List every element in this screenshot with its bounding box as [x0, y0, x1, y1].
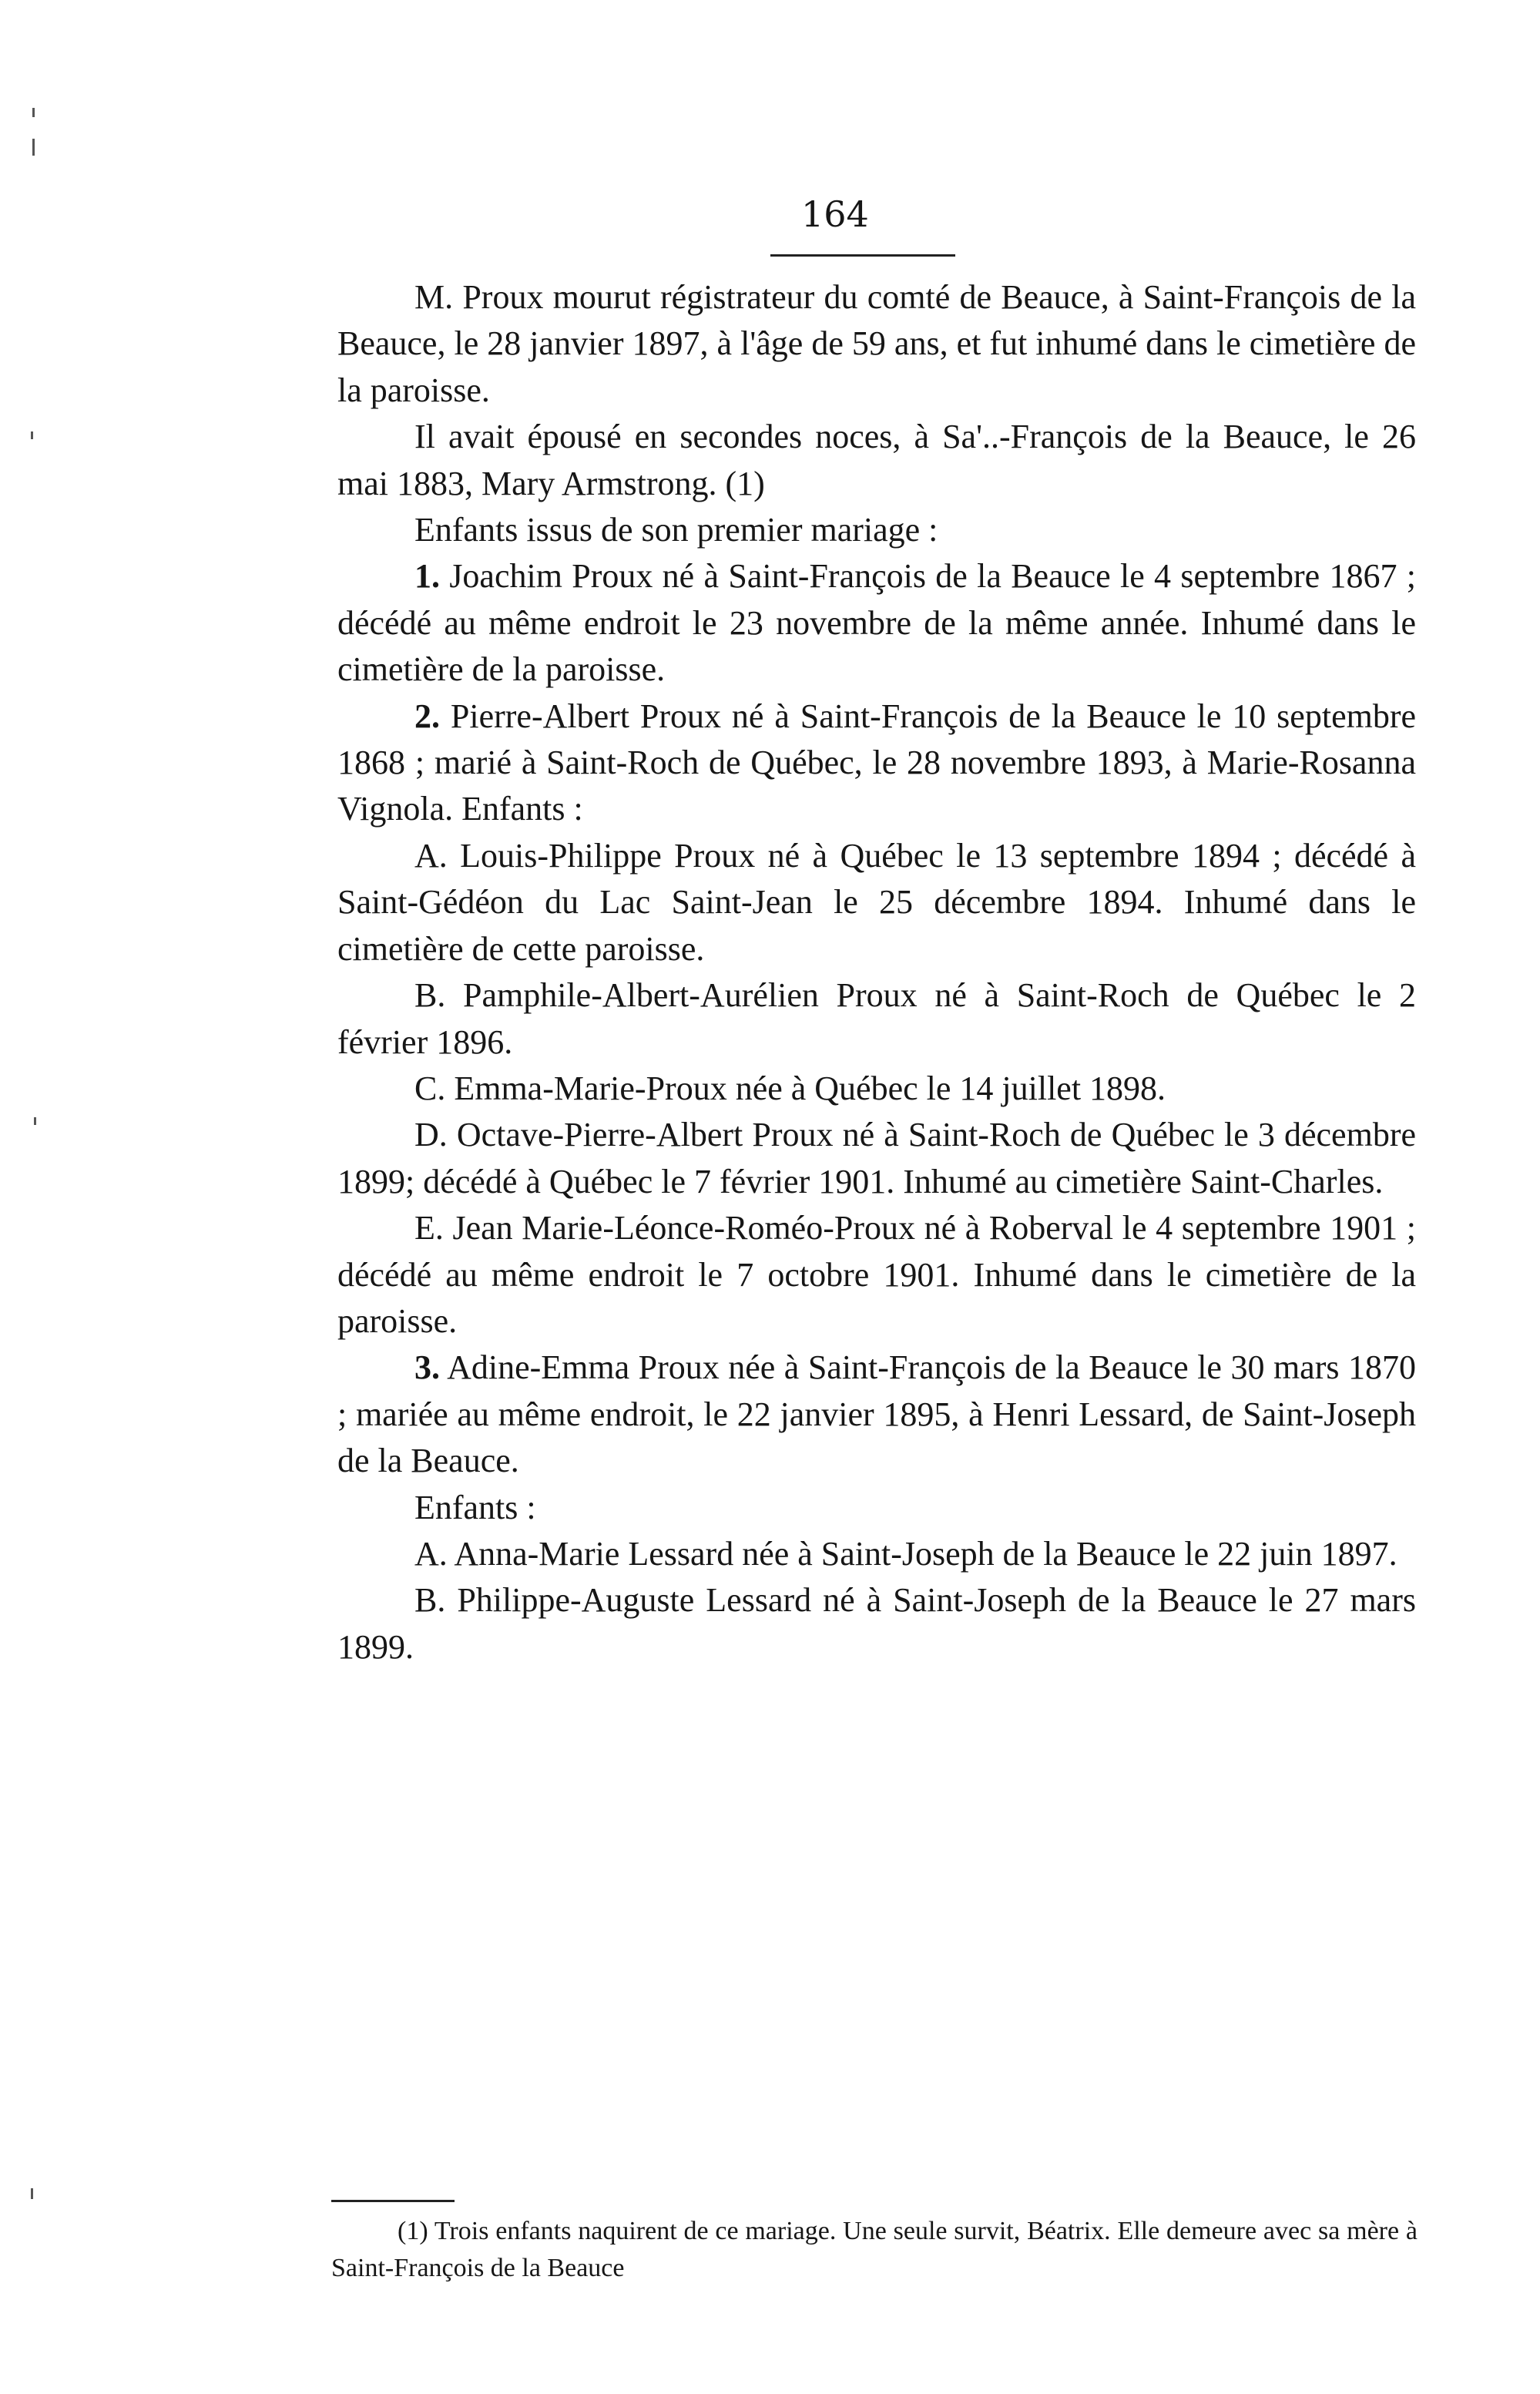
page-number: 164 [801, 193, 869, 235]
paragraph [337, 507, 1416, 553]
paragraph-text: B. Pamphile-Albert-Aurélien Proux né à Saint-Roch de Québec le 2 février 1896. [337, 976, 1416, 1061]
paragraph-text: Enfants : [414, 1488, 536, 1526]
header-rule [770, 254, 955, 257]
footnote-rule [331, 2200, 455, 2202]
numbered-paragraph [337, 553, 1416, 693]
margin-speck [34, 1117, 36, 1125]
paragraph-text: A. Louis-Philippe Proux né à Québec le 13 septembre 1894 ; décédé à Saint-Gédéon du Lac Saint-Jean le 25 décembre 1894. Inhumé dans le cimetière de cette paroisse. [337, 836, 1416, 968]
paragraph-text: M. Proux mourut régistrateur du comté de Beauce, à Saint-François de la Beauce, le 28 janvier 1897, à l'âge de 59 ans, et fut inhumé dans le cimetière de la paroisse. [337, 278, 1416, 409]
paragraph-text: D. Octave-Pierre-Albert Proux né à Saint-Roch de Québec le 3 décembre 1899; décédé à Québec le 7 février 1901. Inhumé au cimetière Saint-Charles. [337, 1116, 1416, 1200]
child-entry [337, 1066, 1416, 1112]
paragraph-text: Enfants issus de son premier mariage : [414, 511, 938, 549]
item-number: 2. [414, 697, 440, 735]
footnote: (1) Trois enfants naquirent de ce mariage. Une seule survit, Béatrix. Elle demeure avec sa mère à Saint-François de la Beauce [331, 2217, 1418, 2282]
paragraph-text: C. Emma-Marie-Proux née à Québec le 14 juillet 1898. [414, 1069, 1166, 1107]
item-number: 3. [414, 1348, 440, 1387]
child-entry [337, 1205, 1416, 1345]
child-entry [337, 1577, 1416, 1670]
paragraph-text: Il avait épousé en secondes noces, à Sa'..-François de la Beauce, le 26 mai 1883, Mary Armstrong. (1) [337, 418, 1416, 502]
paragraph [337, 274, 1416, 414]
paragraph-text: E. Jean Marie-Léonce-Roméo-Proux né à Roberval le 4 septembre 1901 ; décédé au même endroit le 7 octobre 1901. Inhumé dans le cimetière de la paroisse. [337, 1209, 1416, 1340]
margin-speck [31, 431, 33, 439]
paragraph-text: A. Anna-Marie Lessard née à Saint-Joseph de la Beauce le 22 juin 1897. [414, 1534, 1397, 1573]
child-entry [337, 1531, 1416, 1577]
paragraph-text: Adine-Emma Proux née à Saint-François de la Beauce le 30 mars 1870 ; mariée au même endroit, le 22 janvier 1895, à Henri Lessard, de Saint-Joseph de la Beauce. [337, 1348, 1416, 1480]
margin-speck [31, 2188, 33, 2199]
item-number: 1. [414, 557, 440, 596]
numbered-paragraph [337, 693, 1416, 833]
margin-speck [32, 108, 35, 117]
paragraph-text: B. Philippe-Auguste Lessard né à Saint-Joseph de la Beauce le 27 mars 1899. [337, 1581, 1416, 1666]
child-entry [337, 972, 1416, 1066]
paragraph [337, 1485, 1416, 1531]
child-entry [337, 1112, 1416, 1205]
body-text [337, 274, 1416, 1670]
margin-speck [32, 139, 35, 156]
child-entry [337, 833, 1416, 972]
paragraph-text: Joachim Proux né à Saint-François de la Beauce le 4 septembre 1867 ; décédé au même endroit le 23 novembre de la même année. Inhumé dans le cimetière de la paroisse. [337, 557, 1417, 689]
paragraph-text: Pierre-Albert Proux né à Saint-François de la Beauce le 10 septembre 1868 ; marié à Saint-Roch de Québec, le 28 novembre 1893, à Marie-Rosanna Vignola. Enfants : [337, 697, 1416, 828]
paragraph [337, 414, 1416, 507]
numbered-paragraph [337, 1345, 1416, 1484]
